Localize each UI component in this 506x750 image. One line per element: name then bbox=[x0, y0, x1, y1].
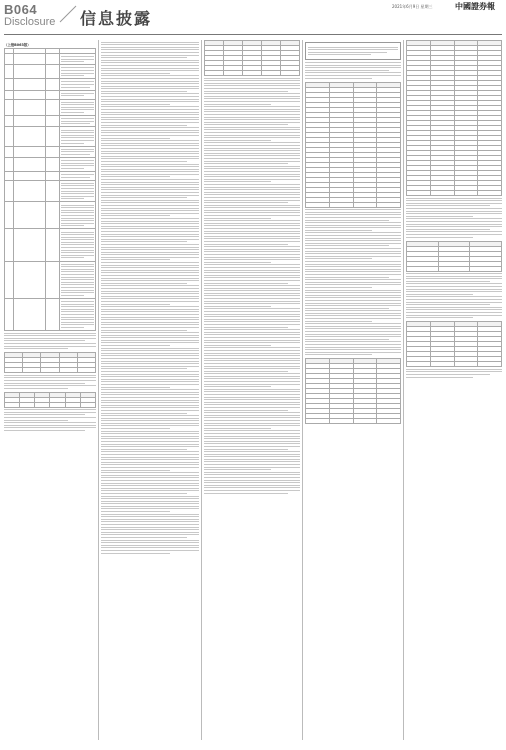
column-divider bbox=[403, 40, 404, 740]
column-1 bbox=[4, 40, 96, 740]
notice-box bbox=[305, 42, 401, 60]
text-block bbox=[4, 333, 96, 350]
column-divider bbox=[302, 40, 303, 740]
bottom-financial-table bbox=[305, 358, 401, 424]
text-block bbox=[406, 198, 502, 238]
text-block bbox=[4, 375, 96, 389]
column-5 bbox=[406, 40, 502, 740]
text-block bbox=[101, 42, 199, 554]
middle-top-table bbox=[204, 40, 300, 76]
left-small-table bbox=[4, 352, 96, 373]
right-top-table bbox=[406, 40, 502, 196]
page-code: B064 bbox=[4, 2, 38, 17]
text-block bbox=[4, 409, 96, 431]
text-block bbox=[305, 62, 401, 79]
column-heading: （上接B063版） bbox=[4, 43, 31, 47]
column-2 bbox=[101, 40, 199, 740]
column-divider bbox=[98, 40, 99, 740]
issue-date: 2021年6月9日 星期三 bbox=[392, 4, 433, 9]
right-bottom-table bbox=[406, 321, 502, 367]
column-divider bbox=[201, 40, 202, 740]
header-decoration-icon bbox=[58, 4, 78, 24]
section-subtitle: Disclosure bbox=[4, 16, 56, 28]
section-title: 信息披露 bbox=[80, 9, 153, 28]
text-block bbox=[406, 273, 502, 318]
header-rule bbox=[4, 34, 502, 35]
text-block bbox=[204, 78, 300, 494]
text-block bbox=[406, 369, 502, 378]
left-table bbox=[4, 48, 96, 331]
text-block bbox=[305, 209, 401, 355]
right-middle-table bbox=[406, 241, 502, 272]
financial-table bbox=[305, 82, 401, 208]
newspaper-brand: 中國證券報 bbox=[455, 1, 495, 11]
column-4 bbox=[305, 40, 401, 740]
column-3 bbox=[204, 40, 300, 740]
left-bottom-table bbox=[4, 392, 96, 408]
